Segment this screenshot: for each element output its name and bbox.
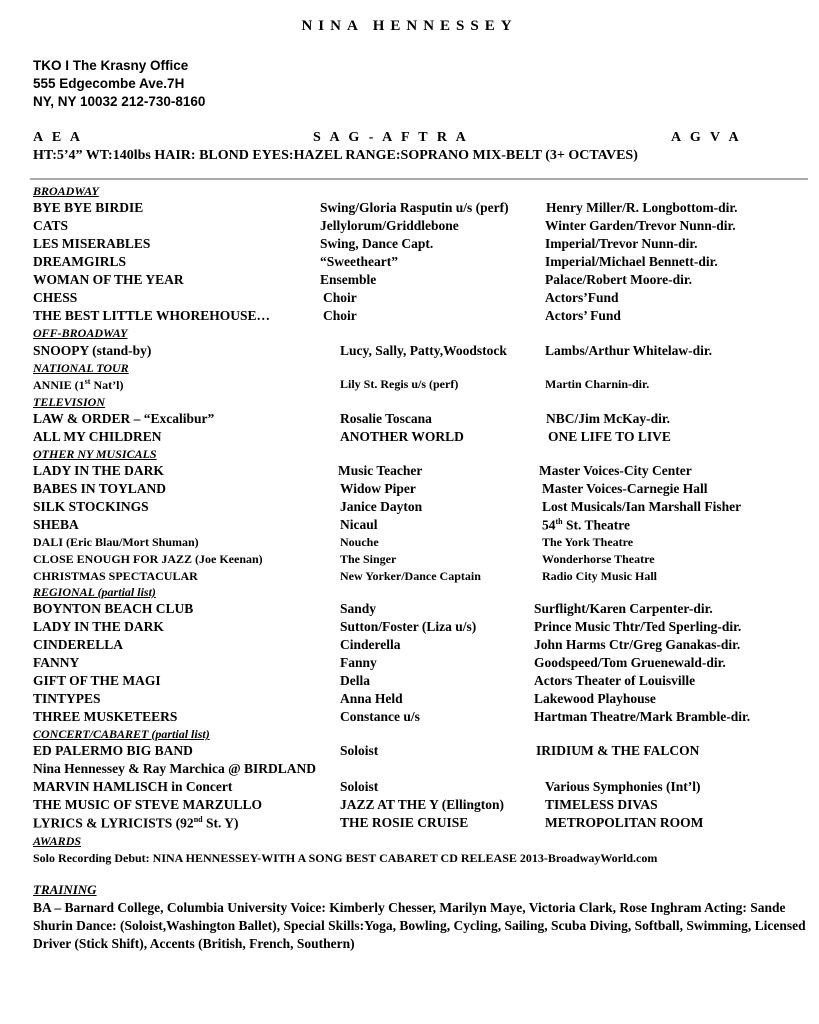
credit-role: Music Teacher	[338, 463, 423, 478]
credit-show: THE BEST LITTLE WHOREHOUSE…	[33, 308, 270, 323]
credit-show: SNOOPY (stand-by)	[33, 343, 152, 358]
credit-venue: Palace/Robert Moore-dir.	[545, 272, 692, 287]
credit-row	[33, 797, 803, 815]
credit-role: JAZZ AT THE Y (Ellington)	[340, 797, 505, 812]
credit-show: BABES IN TOYLAND	[33, 481, 167, 496]
credit-show: BOYNTON BEACH CLUB	[33, 601, 194, 616]
credit-role: Choir	[323, 308, 357, 323]
credit-show: DREAMGIRLS	[33, 254, 127, 269]
credit-show: LYRICS & LYRICISTS (92nd St. Y)	[33, 815, 239, 831]
credit-show: THREE MUSKETEERS	[33, 709, 178, 724]
credit-venue: Various Symphonies (Int’l)	[545, 779, 701, 794]
credit-role: Swing/Gloria Rasputin u/s (perf)	[320, 200, 509, 215]
credit-venue: Martin Charnin-dir.	[545, 377, 650, 391]
credit-row	[33, 709, 803, 727]
credit-venue: Prince Music Thtr/Ted Sperling-dir.	[534, 619, 742, 634]
credit-row	[33, 411, 803, 429]
credit-role: Lucy, Sally, Patty,Woodstock	[340, 343, 507, 358]
credit-row	[33, 743, 803, 761]
credit-show: LADY IN THE DARK	[33, 619, 164, 634]
credit-role: Nouche	[340, 535, 379, 549]
credit-show: SILK STOCKINGS	[33, 499, 149, 514]
credit-role: Soloist	[340, 743, 379, 758]
page-title: NINA HENNESSEY	[301, 18, 518, 34]
credit-show: DALI (Eric Blau/Mort Shuman)	[33, 535, 199, 549]
credit-show: CHESS	[33, 290, 78, 305]
credit-show: WOMAN OF THE YEAR	[33, 272, 184, 287]
credit-show: LAW & ORDER – “Excalibur”	[33, 411, 215, 426]
credit-show: LADY IN THE DARK	[33, 463, 164, 478]
credit-row	[33, 343, 803, 361]
section-header-television: TELEVISION	[33, 395, 106, 409]
credit-show: CINDERELLA	[33, 637, 124, 652]
credit-show: LES MISERABLES	[33, 236, 151, 251]
credit-row	[33, 552, 803, 570]
agency-address: 555 Edgecombe Ave.7H	[33, 76, 185, 91]
credit-venue: Hartman Theatre/Mark Bramble-dir.	[534, 709, 751, 724]
credit-role: Soloist	[340, 779, 379, 794]
credit-venue: Lambs/Arthur Whitelaw-dir.	[545, 343, 713, 358]
credit-role: Constance u/s	[340, 709, 420, 724]
credit-role: Della	[340, 673, 370, 688]
credit-show: TINTYPES	[33, 691, 101, 706]
credit-row	[33, 601, 803, 619]
credit-row	[33, 815, 803, 833]
credit-role: Cinderella	[340, 637, 401, 652]
credit-role: The Singer	[340, 552, 397, 566]
credit-show: CHRISTMAS SPECTACULAR	[33, 569, 198, 583]
section-header-regional: REGIONAL (partial list)	[33, 585, 156, 599]
credit-venue: 54th St. Theatre	[542, 517, 630, 533]
credit-role: Lily St. Regis u/s (perf)	[340, 377, 459, 391]
divider	[30, 178, 808, 180]
credit-row	[33, 499, 803, 517]
credit-venue: Actors’ Fund	[545, 308, 621, 323]
credit-show: Nina Hennessey & Ray Marchica @ BIRDLAND	[33, 761, 317, 776]
awards-text: Solo Recording Debut: NINA HENNESSEY-WITH A SONG BEST CABARET CD RELEASE 2013-BroadwayWorld.com	[33, 851, 658, 865]
section-header-broadway: BROADWAY	[33, 184, 99, 198]
credit-row	[33, 481, 803, 499]
section-header-off-broadway: OFF-BROADWAY	[33, 326, 128, 340]
credit-row	[33, 779, 803, 797]
credit-role: Anna Held	[340, 691, 403, 706]
credit-role: Rosalie Toscana	[340, 411, 432, 426]
credit-show: CLOSE ENOUGH FOR JAZZ (Joe Keenan)	[33, 552, 263, 566]
credit-row	[33, 254, 803, 272]
credit-show: MARVIN HAMLISCH in Concert	[33, 779, 233, 794]
credit-role: Widow Piper	[340, 481, 416, 496]
credit-row	[33, 308, 803, 326]
union-sag-aftra: S A G - A F T R A	[313, 130, 469, 145]
section-header-other-ny-musicals: OTHER NY MUSICALS	[33, 447, 157, 461]
credit-row	[33, 236, 803, 254]
credit-venue: TIMELESS DIVAS	[545, 797, 658, 812]
section-header-awards: AWARDS	[33, 834, 82, 848]
credit-venue: Lost Musicals/Ian Marshall Fisher	[542, 499, 742, 514]
credit-show: SHEBA	[33, 517, 79, 532]
credit-venue: NBC/Jim McKay-dir.	[546, 411, 670, 426]
credit-row	[33, 691, 803, 709]
credit-role: Swing, Dance Capt.	[320, 236, 434, 251]
credit-role: New Yorker/Dance Captain	[340, 569, 481, 583]
credit-row	[33, 535, 803, 553]
credit-venue: Goodspeed/Tom Gruenewald-dir.	[534, 655, 726, 670]
credit-row	[33, 290, 803, 308]
section-header-training: TRAINING	[33, 882, 97, 897]
credit-row	[33, 272, 803, 290]
credit-row	[33, 637, 803, 655]
credit-venue: Actors’Fund	[545, 290, 619, 305]
credit-show: FANNY	[33, 655, 80, 670]
credit-row	[33, 517, 803, 535]
credit-venue: The York Theatre	[542, 535, 634, 549]
credit-role: Sutton/Foster (Liza u/s)	[340, 619, 477, 634]
credit-venue: Actors Theater of Louisville	[534, 673, 696, 688]
section-header-concert-cabaret: CONCERT/CABARET (partial list)	[33, 727, 210, 741]
union-agva: A G V A	[671, 130, 742, 145]
credit-role: Nicaul	[340, 517, 378, 532]
union-aea: A E A	[33, 130, 84, 145]
credit-row	[33, 619, 803, 637]
credit-venue: Wonderhorse Theatre	[542, 552, 655, 566]
credit-row	[33, 200, 803, 218]
credit-role: ANOTHER WORLD	[340, 429, 464, 444]
credit-show: THE MUSIC OF STEVE MARZULLO	[33, 797, 263, 812]
credit-show: GIFT OF THE MAGI	[33, 673, 161, 688]
credit-row	[33, 463, 803, 481]
credit-role: Sandy	[340, 601, 377, 616]
credit-show: ALL MY CHILDREN	[33, 429, 162, 444]
training-text: BA – Barnard College, Columbia University Voice: Kimberly Chesser, Marilyn Maye, Victoria Clark, Rose Inghram Acting: Sande Shurin Dance: (Soloist,Washington Ballet), Special Skills:Yoga, Bowling, Cycling, Sailing, Scuba Diving, Softball, Swimming, Licensed Driver (Stick Shift), Accents (British, French, Southern)	[33, 900, 806, 951]
credit-role: Choir	[323, 290, 357, 305]
credit-show: CATS	[33, 218, 69, 233]
credit-show: BYE BYE BIRDIE	[33, 200, 144, 215]
credit-venue: Surflight/Karen Carpenter-dir.	[534, 601, 713, 616]
credit-row	[33, 761, 803, 779]
credit-show: ED PALERMO BIG BAND	[33, 743, 193, 758]
credit-venue: METROPOLITAN ROOM	[545, 815, 704, 830]
physical-stats: HT:5’4” WT:140lbs HAIR: BLOND EYES:HAZEL RANGE:SOPRANO MIX-BELT (3+ OCTAVES)	[33, 148, 638, 163]
credit-venue: Radio City Music Hall	[542, 569, 658, 583]
credit-row	[33, 377, 803, 395]
credit-row	[33, 429, 803, 447]
credit-venue: Winter Garden/Trevor Nunn-dir.	[545, 218, 736, 233]
credit-venue: Imperial/Trevor Nunn-dir.	[545, 236, 698, 251]
credit-venue: Master Voices-City Center	[539, 463, 692, 478]
credit-venue: ONE LIFE TO LIVE	[548, 429, 671, 444]
section-header-national-tour: NATIONAL TOUR	[33, 361, 129, 375]
credit-row	[33, 655, 803, 673]
agency-name: TKO I The Krasny Office	[33, 58, 189, 73]
credit-venue: John Harms Ctr/Greg Ganakas-dir.	[534, 637, 741, 652]
credit-venue: IRIDIUM & THE FALCON	[536, 743, 700, 758]
credit-venue: Imperial/Michael Bennett-dir.	[545, 254, 718, 269]
agency-phone: NY, NY 10032 212-730-8160	[33, 94, 206, 109]
credit-venue: Henry Miller/R. Longbottom-dir.	[546, 200, 738, 215]
credit-role: Fanny	[340, 655, 377, 670]
credit-venue: Master Voices-Carnegie Hall	[542, 481, 708, 496]
credit-role: THE ROSIE CRUISE	[340, 815, 469, 830]
credit-row	[33, 673, 803, 691]
credit-venue: Lakewood Playhouse	[534, 691, 656, 706]
credit-show: ANNIE (1st Nat’l)	[33, 377, 124, 392]
credit-role: Ensemble	[320, 272, 377, 287]
credit-role: Janice Dayton	[340, 499, 423, 514]
credit-role: Jellylorum/Griddlebone	[320, 218, 459, 233]
credit-role: “Sweetheart”	[320, 254, 398, 269]
credit-row	[33, 218, 803, 236]
